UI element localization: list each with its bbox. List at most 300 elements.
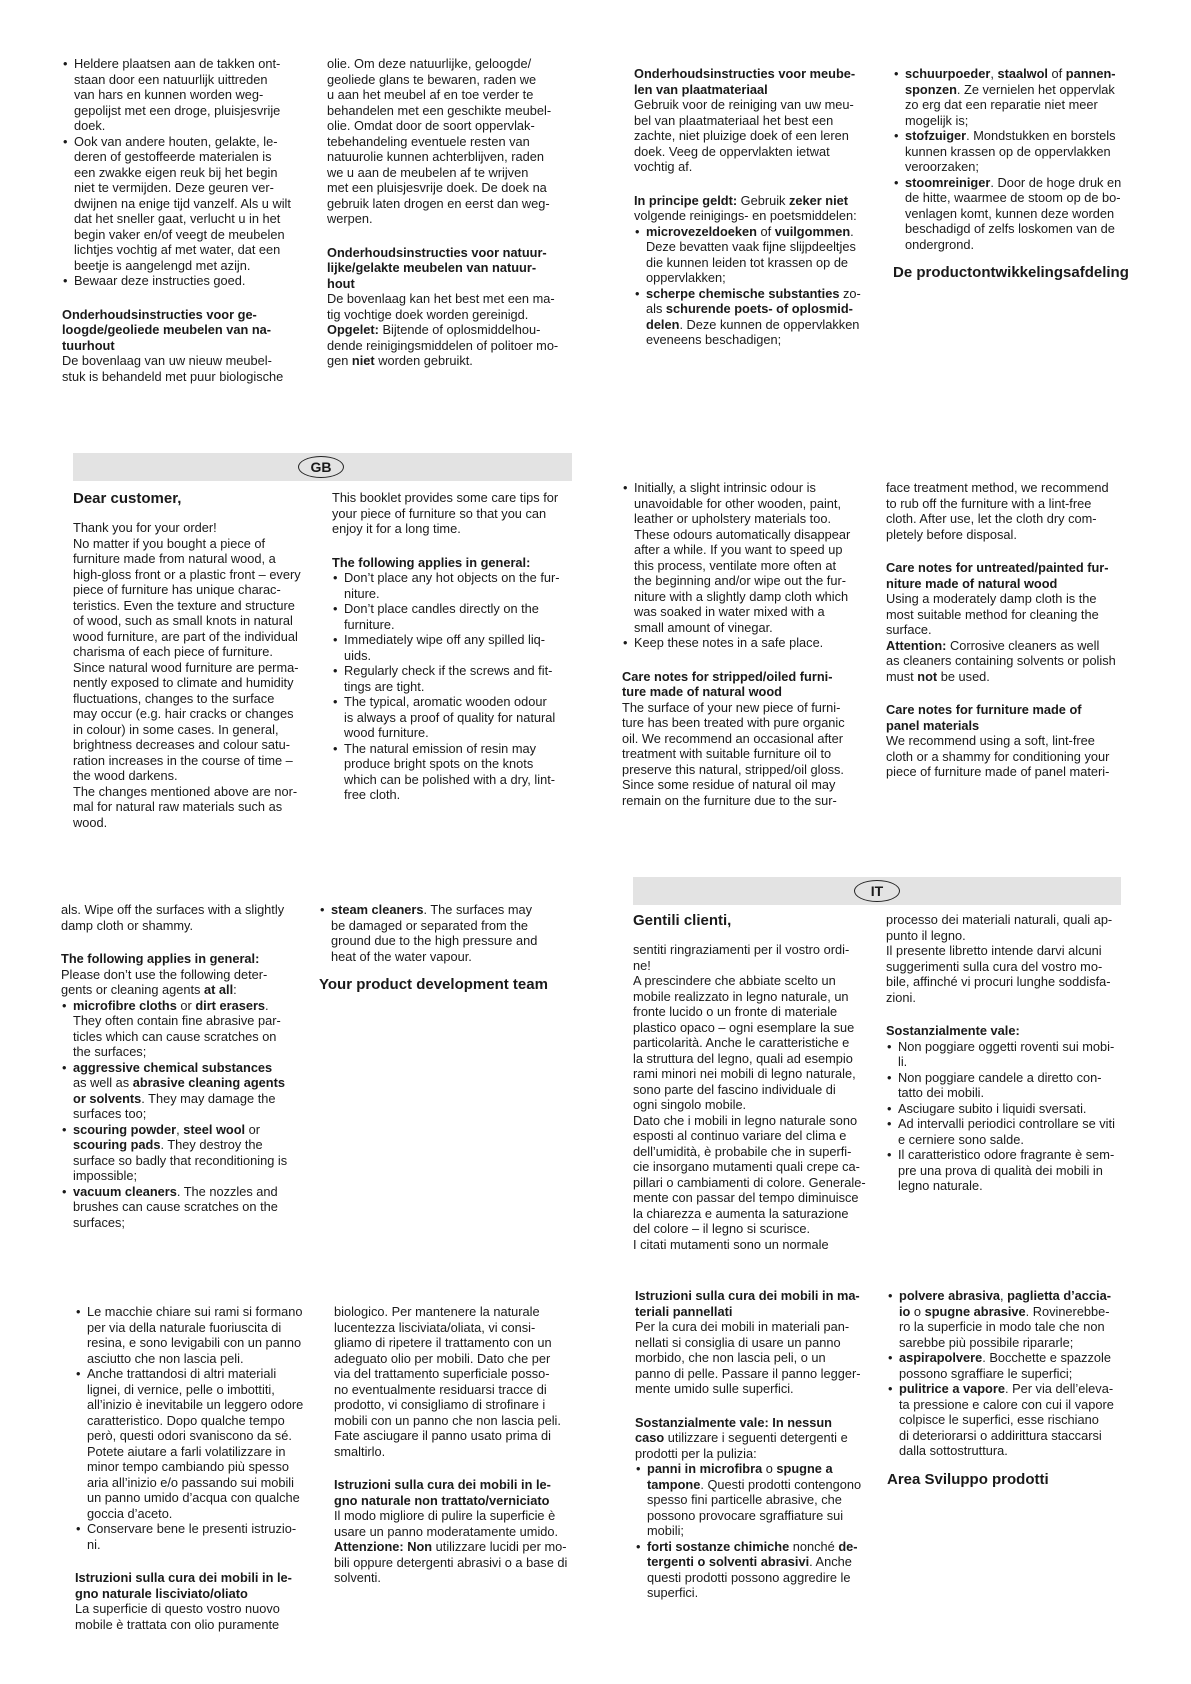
bullet-continuation-line [622,604,868,620]
salutation-heading [73,490,319,508]
text-line [62,353,308,369]
text-line [622,777,868,793]
segment-text: dat het sneller gaat, verlucht u in het [74,211,281,226]
segment-text: wood furniture. [344,725,429,740]
bullet-continuation-line [62,242,308,258]
segment-text: lijke/gelakte meubelen van natuur- [327,260,537,275]
emphasis-text: Attenzione: Non [334,1539,433,1554]
segment-text: ticles which can cause scratches on [73,1028,277,1044]
segment-text: nonché [789,1538,839,1554]
segment-text: niet te vermijden. Deze geuren ver- [74,180,274,195]
spacer [622,651,868,669]
bullet-continuation-line [61,1044,307,1060]
bullet-continuation-line [75,1397,321,1413]
bullet-continuation-line [886,1132,1132,1148]
segment-text: deren of gestoffeerde materialen is [74,149,272,164]
text-line [327,56,573,72]
text-line [62,369,308,385]
segment-text: Per la cura dei mobili in materiali pan- [635,1319,850,1334]
bullet-continuation-line [62,196,308,212]
spacer [886,542,1132,560]
segment-text: mente umido sulle superfici. [635,1381,794,1396]
salutation-heading [633,912,879,930]
segment-text: eveneens beschadigen; [646,332,782,347]
bullet-line [75,1521,321,1537]
section-heading [62,307,308,323]
segment-text: via del trattamento superficiale posso- [334,1366,550,1381]
segment-text: oil. We recommend an occasional after [622,730,843,746]
segment-text: cie insorgano mutamenti quali crepe ca- [633,1159,860,1174]
text-line [73,629,319,645]
segment-text: als [646,301,666,316]
segment-text: remain on the furniture due to the sur- [622,792,837,808]
bullet-continuation-line [332,725,578,741]
bullet-continuation-line [622,620,868,636]
bullet-line [634,224,880,240]
bullet-continuation-line [635,1508,881,1524]
emphasis-text: pulitrice a vapore [899,1381,1005,1396]
text-line [886,622,1132,638]
section-heading [327,260,573,276]
text-line [73,799,319,815]
text-line [633,1128,879,1144]
spacer [886,1005,1132,1023]
segment-text: furniture made from natural wood, a [73,551,276,566]
text-line [633,1020,879,1036]
text-line [327,165,573,181]
team-signature [893,264,1139,282]
segment-text: These odours automatically disappear [634,526,851,542]
segment-text: small amount of vinegar. [634,619,773,635]
text-line [61,918,307,934]
segment-text: gno naturale lisciviato/oliato [75,1585,248,1601]
section-heading [622,684,868,700]
bullet-continuation-line [635,1554,881,1570]
segment-text: Don’t place any hot objects on the fur- [344,570,560,585]
segment-text: solventi. [334,1570,381,1585]
segment-text: nently exposed to climate and humidity [73,675,294,690]
section-heading [635,1415,881,1431]
segment-text: sarebbe più possibile ripararle; [899,1334,1074,1350]
segment-text: la chiarezza e aumenta la saturazione [633,1205,849,1221]
section-heading [61,951,307,967]
emphasis-text: aspirapolvere [899,1350,983,1365]
text-line [73,551,319,567]
segment-text: surfaces; [73,1214,125,1230]
segment-text: smaltirlo. [334,1443,386,1459]
segment-text: cloth or a shammy for conditioning your [886,748,1110,764]
segment-text: venlagen komt, kunnen deze worden [905,205,1115,221]
segment-text: Non poggiare candele a diretto con- [898,1069,1102,1085]
segment-text: fronte lucido o un fronte di materiale [633,1004,838,1019]
emphasis-text: tampone [647,1476,701,1492]
bullet-continuation-line [61,1168,307,1184]
segment-text: spesso fini particelle abrasive, che [647,1492,842,1507]
text-line [73,660,319,676]
bullet-continuation-line [886,1085,1132,1101]
segment-text: They often contain fine abrasive par- [73,1013,281,1028]
segment-text: adeguato olio per mobili. Dato che per [334,1350,551,1366]
segment-text: . Ze vernielen het oppervlak [956,81,1115,97]
emphasis-text: io [899,1303,911,1319]
emphasis-text: de- [838,1538,858,1554]
segment-text: treatment with suitable furniture oil to [622,746,832,761]
segment-text: no eventualmente residuarsi tracce di [334,1381,547,1397]
bullet-line [75,1366,321,1382]
bullet-line [886,1070,1132,1086]
segment-text: The surface of your new piece of furni- [622,699,841,715]
bullet-line [332,632,578,648]
segment-text: The changes mentioned above are nor- [73,783,298,799]
segment-text: geoliede glans te bewaren, raden we [327,71,537,87]
segment-text: ro la superficie in modo tale che non [899,1319,1105,1334]
gb2-column-1 [61,902,307,1230]
text-line [633,958,879,974]
text-line [327,134,573,150]
bullet-line [332,741,578,757]
bullet-continuation-line [332,679,578,695]
text-line [633,1097,879,1113]
text-line [334,1428,580,1444]
gb-language-badge: GB [298,456,344,478]
text-line [327,322,573,338]
text-line [634,128,880,144]
section-heading [886,560,1132,576]
segment-text: . Anche [809,1554,852,1569]
segment-text: gliamo di ripetere il trattamento con un [334,1335,552,1350]
segment-text: Sostanzialmente vale: [886,1023,1020,1038]
bullet-continuation-line [75,1320,321,1336]
emphasis-text: dirt erasers [195,997,266,1013]
bullet-line [62,56,308,72]
text-line [886,527,1132,543]
segment-text: Regularly check if the screws and fit- [344,663,553,678]
bullet-continuation-line [75,1490,321,1506]
segment-text: particolarità. Anche le caratteristiche e [633,1035,850,1050]
text-line [886,990,1132,1006]
segment-text: veroorzaken; [905,159,979,174]
emphasis-text: schurende poets- of oplosmid- [665,301,853,316]
segment-text: in colour) in some cases. In general, [73,721,279,737]
bullet-continuation-line [887,1335,1133,1351]
segment-text: suggerimenti sulla cura del vostro mo- [886,958,1103,974]
bullet-continuation-line [319,949,565,965]
text-line [635,1381,881,1397]
segment-text: superfici. [647,1585,699,1600]
text-line [332,506,578,522]
bullet-continuation-line [886,1163,1132,1179]
segment-text: Area Sviluppo prodotti [887,1470,1049,1488]
segment-text: Your product development team [319,976,548,993]
segment-text: tings are tight. [344,678,425,694]
segment-text: vochtig af. [634,159,693,174]
emphasis-text: stoomreiniger [905,174,991,190]
bullet-continuation-line [61,1029,307,1045]
segment-text: Deze bevatten vaak fijne slijpdeeltjes [646,239,856,254]
segment-text: kunnen krassen op de oppervlakken [905,143,1111,159]
spacer [75,1552,321,1570]
text-line [73,582,319,598]
segment-text: of [756,223,775,239]
bullet-line [886,1147,1132,1163]
segment-text: of [1047,66,1066,81]
emphasis-text: spugne a [776,1461,833,1476]
segment-text: ne! [633,957,651,973]
text-line [75,1601,321,1617]
bullet-continuation-line [61,1137,307,1153]
text-line [334,1335,580,1351]
emphasis-text: scouring powder [73,1121,177,1137]
emphasis-text: scherpe chemische substanties [646,285,840,301]
segment-text: utilizzare i seguenti detergenti e [664,1430,848,1445]
segment-text: tig vochtige doek worden gereinigd. [327,306,529,322]
segment-text: del colore – il legno si scurisce. [633,1221,811,1236]
segment-text: Potete aiutare a farli volatilizzare in [87,1443,286,1459]
text-line [886,764,1132,780]
segment-text: was soaked in water mixed with a [634,604,825,619]
segment-text: free cloth. [344,787,401,802]
emphasis-text: steam cleaners [331,902,424,917]
section-heading [886,1023,1132,1039]
segment-text: mogelijk is; [905,112,969,128]
segment-text: beschadigd of zelfs loskomen van de [905,221,1115,236]
text-line [634,193,880,209]
segment-text: tuurhout [62,337,115,353]
gb-column-1 [73,490,319,830]
it2-column-4 [887,1288,1133,1489]
segment-text: De productontwikkelingsafdeling [893,264,1129,281]
bullet-continuation-line [893,82,1139,98]
segment-text: colpisce le superfici, esse rischiano [899,1412,1099,1427]
segment-text: natuurolie kunnen achterblijven, raden [327,149,544,164]
text-line [334,1570,580,1586]
bullet-continuation-line [634,332,880,348]
segment-text: preserve this natural, stripped/oil gloss. [622,761,844,777]
segment-text: Corrosive cleaners as well [946,637,1100,653]
gb-column-3 [622,480,868,808]
segment-text: which can be polished with a dry, lint- [344,771,556,787]
bullet-line [61,998,307,1014]
text-line [622,762,868,778]
segment-text: dalla sottostruttura. [899,1443,1008,1458]
bullet-continuation-line [634,317,880,333]
nl-column-3 [634,66,880,348]
text-line [73,815,319,831]
team-signature [319,976,565,994]
segment-text: high-gloss front or a plastic front – every [73,566,301,582]
spacer [886,684,1132,702]
nl-column-1 [62,56,308,384]
bullet-continuation-line [62,211,308,227]
segment-text: fluctuations, changes to the surface [73,690,275,706]
bullet-line [887,1288,1133,1304]
it-language-badge: IT [854,880,900,902]
segment-text: Using a moderately damp cloth is the [886,591,1097,606]
emphasis-text: niet [351,353,375,368]
emphasis-text: sponzen [905,81,957,97]
segment-text: hout [327,275,355,291]
segment-text: , [176,1121,184,1137]
segment-text: sono parte del fascino individuale di [633,1081,836,1097]
bullet-continuation-line [62,227,308,243]
segment-text: I citati mutamenti sono un normale [633,1236,829,1252]
segment-text: Since natural wood furniture are perma- [73,659,299,675]
bullet-continuation-line [635,1585,881,1601]
bullet-continuation-line [893,190,1139,206]
segment-text: The following applies in general: [332,554,531,570]
bullet-continuation-line [62,165,308,181]
segment-text: Bijtende of oplosmiddelhou- [378,322,541,337]
section-heading [62,338,308,354]
segment-text: panno di pelle. Passare il panno legger- [635,1365,861,1381]
bullet-continuation-line [332,710,578,726]
text-line [73,598,319,614]
gb-column-4 [886,480,1132,780]
bullet-continuation-line [75,1428,321,1444]
team-signature [887,1471,1133,1489]
segment-text: processo dei materiali naturali, quali ap- [886,912,1113,927]
text-line [886,607,1132,623]
segment-text: van hars en kunnen worden weg- [74,87,264,102]
segment-text: de hitte, waarmee de stoom op de bo- [905,190,1121,205]
segment-text: però, questi odori svaniscono da sé. [87,1428,292,1443]
text-line [635,1366,881,1382]
section-heading [635,1288,881,1304]
text-line [886,974,1132,990]
bullet-continuation-line [62,258,308,274]
segment-text: surface so badly that reconditioning is [73,1152,288,1168]
segment-text: , [990,66,998,81]
emphasis-text: at all [204,982,234,997]
text-line [633,973,879,989]
text-line [633,1221,879,1237]
segment-text: gebruik laten drogen en eerst dan weg- [327,195,550,211]
segment-text: werpen. [327,211,373,226]
segment-text: ration increases in the course of time – [73,752,293,768]
it-column-2 [886,912,1132,1194]
bullet-line [893,128,1139,144]
text-line [327,211,573,227]
emphasis-text: tergenti o solventi abrasivi [647,1554,810,1569]
bullet-continuation-line [635,1477,881,1493]
text-line [633,1237,879,1253]
bullet-continuation-line [62,118,308,134]
text-line [327,118,573,134]
bullet-continuation-line [75,1444,321,1460]
segment-text: cloth. After use, let the cloth dry com- [886,511,1097,526]
text-line [635,1319,881,1335]
segment-text: Istruzioni sulla cura dei mobili in le- [334,1477,551,1492]
segment-text: behandelen met een geschikte meubel- [327,102,552,118]
bullet-line [61,1060,307,1076]
segment-text: bel van plaatmateriaal het best een [634,112,834,128]
section-heading [327,276,573,292]
segment-text: ground due to the high pressure and [331,933,538,948]
segment-text: die kunnen leiden tot krassen op de [646,254,849,270]
bullet-line [893,66,1139,82]
segment-text: prodotto, vi consigliamo di strofinare i [334,1397,546,1412]
text-line [633,1035,879,1051]
text-line [334,1508,580,1524]
bullet-continuation-line [61,1215,307,1231]
bullet-continuation-line [635,1492,881,1508]
text-line [73,691,319,707]
bullet-continuation-line [75,1382,321,1398]
text-line [886,591,1132,607]
segment-text: worden gebruikt. [374,353,473,368]
segment-text: ni. [87,1536,101,1552]
it2-column-3 [635,1288,881,1601]
text-line [73,567,319,583]
bullet-continuation-line [887,1428,1133,1444]
segment-text: gen [327,353,352,368]
segment-text: . Rovinerebbe- [1025,1303,1110,1319]
segment-text: asciutto che non lascia peli. [87,1350,244,1366]
it-column-1 [633,912,879,1252]
text-line [886,511,1132,527]
bullet-line [635,1461,881,1477]
emphasis-text: paglietta d’accia- [1007,1288,1111,1303]
section-heading [634,82,880,98]
text-line [334,1555,580,1571]
segment-text: surface. [886,622,932,637]
bullet-line [332,694,578,710]
segment-text: caratteristico. Dopo qualche tempo [87,1412,285,1428]
bullet-line [622,480,868,496]
text-line [334,1444,580,1460]
text-line [635,1446,881,1462]
text-line [334,1524,580,1540]
segment-text: . Deze kunnen de oppervlakken [679,316,860,332]
text-line [73,722,319,738]
spacer [334,1459,580,1477]
bullet-line [61,1184,307,1200]
text-line [886,959,1132,975]
bullet-continuation-line [319,933,565,949]
segment-text: Thank you for your order! [73,520,217,535]
segment-text: brushes can cause scratches on the [73,1199,278,1214]
text-line [633,1159,879,1175]
segment-text: leather or upholstery materials too. [634,511,832,526]
bullet-line [635,1539,881,1555]
bullet-continuation-line [887,1366,1133,1382]
segment-text: pillari o cambiamenti di colore. Generale- [633,1174,866,1190]
segment-text: , [1000,1288,1008,1303]
bullet-continuation-line [622,558,868,574]
segment-text: enjoy it for a long time. [332,521,461,536]
bullet-continuation-line [332,787,578,803]
segment-text: stuk is behandeld met puur biologische [62,368,284,384]
segment-text: ture has been treated with pure organic [622,715,845,730]
bullet-continuation-line [319,918,565,934]
segment-text: met een pluisjesvrije doek. De doek na [327,180,547,195]
bullet-continuation-line [634,255,880,271]
gb-header-band [73,453,572,481]
segment-text: most suitable method for cleaning the [886,606,1099,622]
segment-text: Care notes for furniture made of [886,702,1082,717]
segment-text: Bewaar deze instructies goed. [74,273,246,288]
segment-text: lucentezza lisciviata/oliata, vi consi- [334,1319,536,1335]
bullet-continuation-line [61,1075,307,1091]
text-line [622,746,868,762]
emphasis-text: not [917,668,938,684]
text-line [334,1366,580,1382]
bullet-continuation-line [62,87,308,103]
segment-text: impossible; [73,1168,138,1183]
gb2-column-2 [319,902,565,994]
emphasis-text: or solvents [73,1090,142,1106]
segment-text: bili oppure detergenti abrasivi o a base di [334,1554,568,1570]
